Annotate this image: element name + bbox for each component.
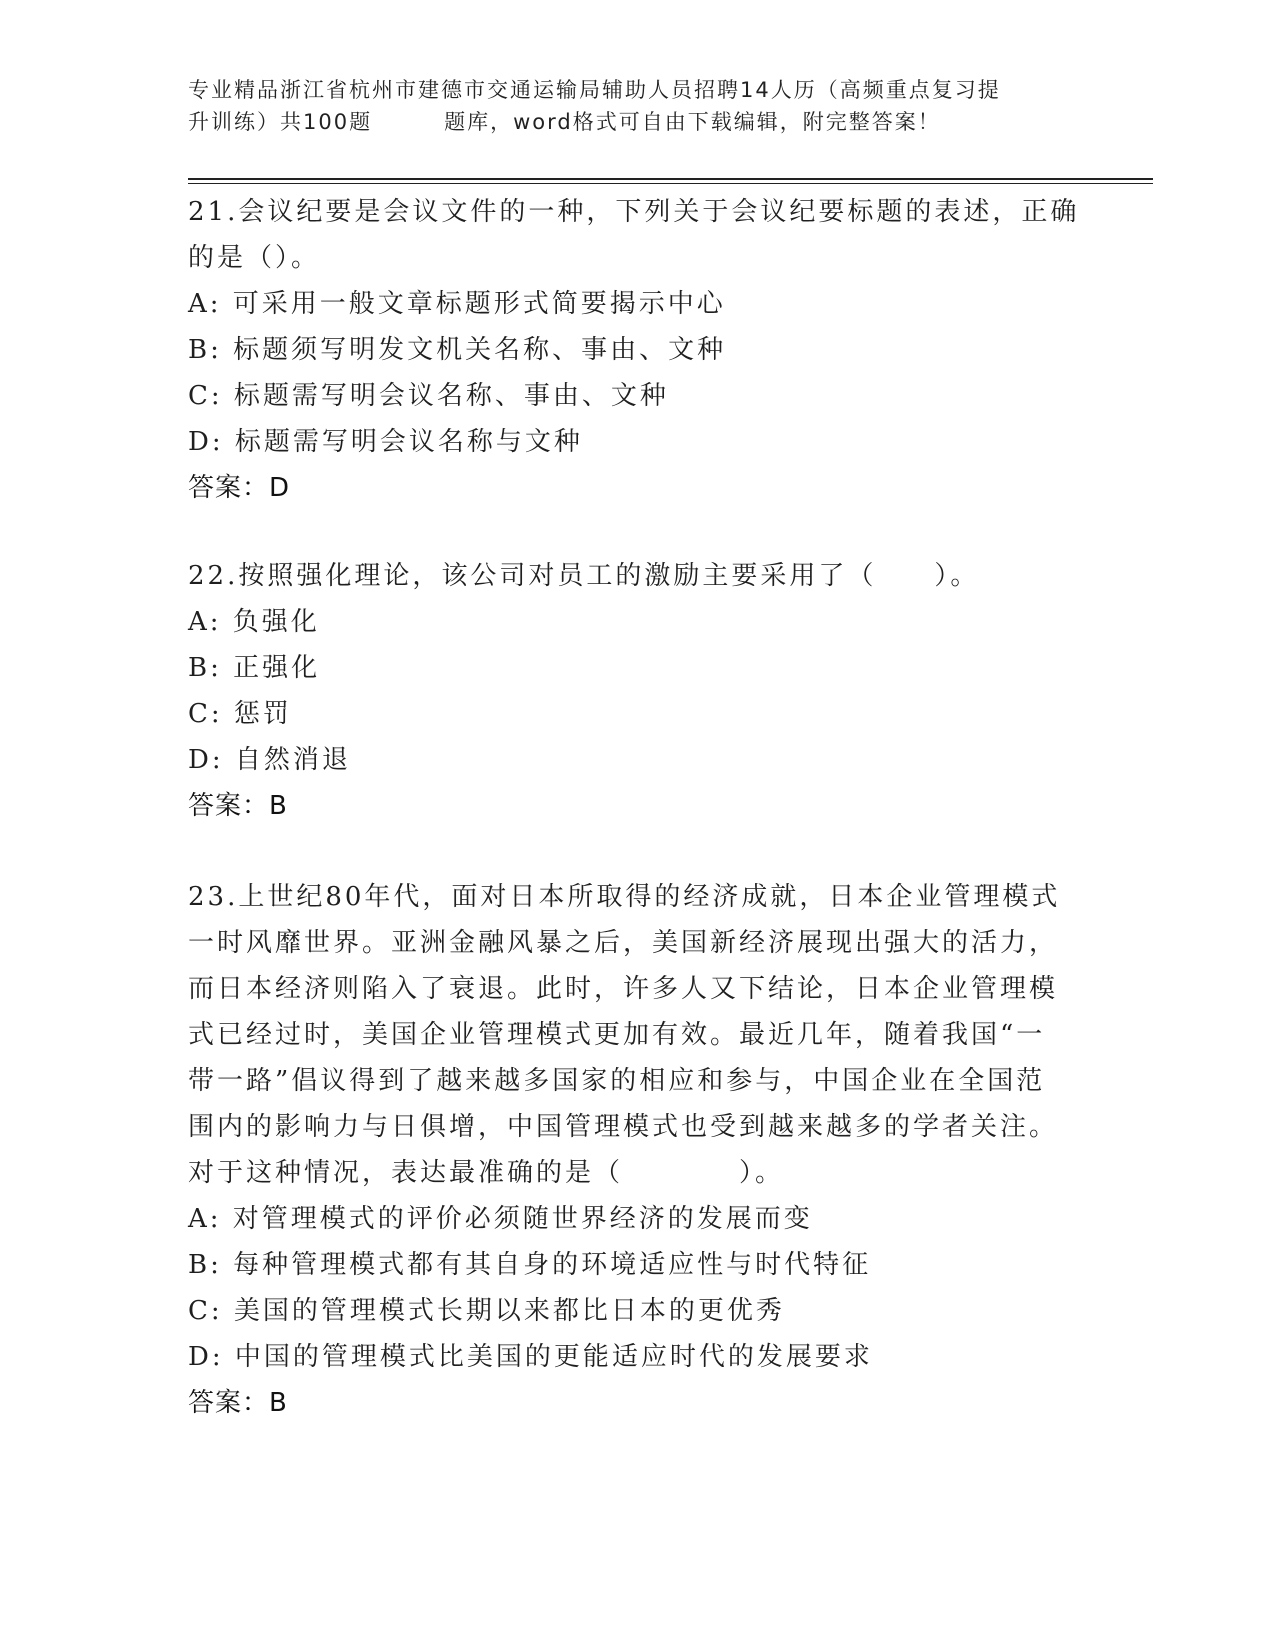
question-stem-line: 带一路”倡议得到了越来越多国家的相应和参与，中国企业在全国范	[188, 1066, 1046, 1096]
question-stem-line: 21.会议纪要是会议文件的一种，下列关于会议纪要标题的表述，正确	[188, 197, 1080, 227]
question-stem-line: 一时风靡世界。亚洲金融风暴之后，美国新经济展现出强大的活力，	[188, 928, 1059, 958]
header-line-2	[188, 106, 1088, 138]
option-a: A: 可采用一般文章标题形式简要揭示中心	[188, 289, 726, 319]
option-a: A: 负强化	[188, 607, 320, 637]
option-c: C: 美国的管理模式长期以来都比日本的更优秀	[188, 1296, 785, 1326]
question-stem-line: 而日本经济则陷入了衰退。此时，许多人又下结论，日本企业管理模	[188, 974, 1059, 1004]
answer-line: 答案：B	[188, 1388, 288, 1418]
question-stem-line: 22.按照强化理论，该公司对员工的激励主要采用了（ ）。	[188, 561, 980, 591]
question-stem-line: 23.上世纪80年代，面对日本所取得的经济成就，日本企业管理模式	[188, 882, 1061, 912]
option-b: B: 每种管理模式都有其自身的环境适应性与时代特征	[188, 1250, 872, 1280]
header-divider-thick	[188, 178, 1153, 180]
option-b: B: 正强化	[188, 653, 321, 683]
header-line-1: 专业精品浙江省杭州市建德市交通运输局辅助人员招聘14人历（高频重点复习提	[188, 78, 1001, 102]
answer-line: 答案：D	[188, 473, 291, 503]
question-stem-line: 的是（）。	[188, 243, 321, 273]
document-header	[188, 74, 1088, 138]
question-23	[188, 874, 1068, 1426]
header-line-2-right: 题库，word格式可自由下载编辑，附完整答案！	[444, 110, 941, 134]
option-a: A: 对管理模式的评价必须随世界经济的发展而变	[188, 1204, 813, 1234]
answer-line: 答案：B	[188, 791, 288, 821]
option-b: B: 标题须写明发文机关名称、事由、文种	[188, 335, 727, 365]
question-stem-line: 围内的影响力与日俱增，中国管理模式也受到越来越多的学者关注。	[188, 1112, 1059, 1142]
option-c: C: 标题需写明会议名称、事由、文种	[188, 381, 669, 411]
option-c: C: 惩罚	[188, 699, 292, 729]
option-d: D: 标题需写明会议名称与文种	[188, 427, 583, 457]
header-line-2-left: 升训练）共100题	[188, 110, 373, 134]
question-22	[188, 553, 1068, 829]
question-21	[188, 189, 1080, 511]
question-stem-line: 对于这种情况，表达最准确的是（ ）。	[188, 1158, 785, 1188]
question-stem-line: 式已经过时，美国企业管理模式更加有效。最近几年，随着我国“一	[188, 1020, 1046, 1050]
header-divider-thin	[188, 183, 1153, 184]
option-d: D: 自然消退	[188, 745, 351, 775]
option-d: D: 中国的管理模式比美国的更能适应时代的发展要求	[188, 1342, 873, 1372]
